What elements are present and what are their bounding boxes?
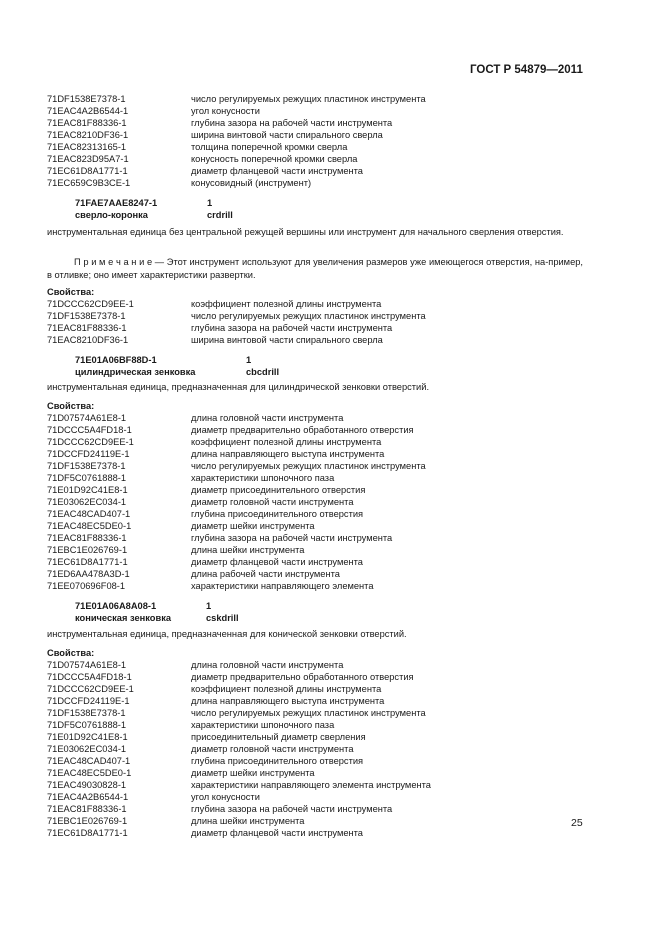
property-desc: диаметр шейки инструмента [191, 521, 315, 531]
property-code: 71DF5C0761888-1 [47, 473, 127, 483]
property-row [47, 707, 426, 719]
property-desc: диаметр головной части инструмента [191, 744, 354, 754]
property-row [47, 671, 414, 683]
property-row [47, 767, 315, 779]
property-desc: диаметр фланцевой части инструмента [191, 166, 363, 176]
property-row [47, 412, 343, 424]
property-desc: длина шейки инструмента [191, 545, 305, 555]
property-desc: угол конусности [191, 792, 260, 802]
property-row [47, 719, 334, 731]
property-code: 71D07574A61E8-1 [47, 413, 127, 423]
property-desc: диаметр фланцевой части инструмента [191, 557, 363, 567]
property-row [47, 472, 334, 484]
property-row [47, 520, 315, 532]
property-desc: длина головной части инструмента [191, 413, 344, 423]
entry-name: коническая зенковка [75, 613, 172, 623]
property-desc: конусность поперечной кромки сверла [191, 154, 358, 164]
property-row [47, 93, 426, 105]
property-row [47, 448, 384, 460]
property-code: 71DF1538E7378-1 [47, 461, 126, 471]
property-desc: диаметр присоединительного отверстия [191, 485, 366, 495]
property-desc: диаметр предварительно обработанного отверстия [191, 425, 414, 435]
property-desc: длина направляющего выступа инструмента [191, 696, 385, 706]
entry1-heading [75, 197, 275, 221]
property-row [47, 153, 357, 165]
property-code: 71DF1538E7378-1 [47, 708, 126, 718]
property-desc: коэффициент полезной длины инструмента [191, 684, 382, 694]
property-row [47, 815, 304, 827]
property-row [47, 580, 374, 592]
property-code: 71DCCC5A4FD18-1 [47, 425, 132, 435]
property-code: 71DCCFD24119E-1 [47, 696, 130, 706]
property-desc: характеристики шпоночного паза [191, 473, 335, 483]
property-desc: глубина зазора на рабочей части инструмента [191, 804, 393, 814]
property-desc: диаметр шейки инструмента [191, 768, 315, 778]
property-desc: длина шейки инструмента [191, 816, 305, 826]
entry-note: П р и м е ч а н и е — Этот инструмент используют для увеличения размеров уже имеющегося отверстия, на-пример, в отливке; оно имеет характеристики развертки. [47, 257, 583, 280]
property-code: 71EAC81F88336-1 [47, 533, 127, 543]
property-row [47, 177, 311, 189]
entry-code: 71E01A06A8A08-1 [75, 601, 157, 611]
property-desc: длина головной части инструмента [191, 660, 344, 670]
entry-short-name: crdrill [207, 210, 233, 220]
property-row [47, 310, 426, 322]
property-desc: присоединительный диаметр сверления [191, 732, 366, 742]
property-row [47, 129, 383, 141]
entry-name: цилиндрическая зенковка [75, 367, 196, 377]
property-code: 71ED6AA478A3D-1 [47, 569, 130, 579]
property-code: 71E03062EC034-1 [47, 744, 127, 754]
property-row [47, 117, 392, 129]
property-row [47, 695, 384, 707]
property-code: 71DCCC62CD9EE-1 [47, 684, 134, 694]
property-row [47, 779, 431, 791]
property-code: 71EE070696F08-1 [47, 581, 126, 591]
entry-version: 1 [207, 198, 213, 208]
property-desc: диаметр фланцевой части инструмента [191, 828, 363, 838]
property-code: 71E03062EC034-1 [47, 497, 127, 507]
property-code: 71EAC823D95A7-1 [47, 154, 129, 164]
property-code: 71EAC81F88336-1 [47, 804, 127, 814]
entry-code: 71FAE7AAE8247-1 [75, 198, 158, 208]
property-row [47, 508, 363, 520]
property-row [47, 424, 414, 436]
property-row [47, 141, 347, 153]
property-code: 71EC61D8A1771-1 [47, 166, 128, 176]
property-row [47, 484, 365, 496]
entry-short-name: cbcdrill [246, 367, 280, 377]
property-code: 71EAC4A2B6544-1 [47, 792, 129, 802]
property-code: 71DCCC5A4FD18-1 [47, 672, 132, 682]
property-code: 71EBC1E026769-1 [47, 816, 128, 826]
property-code: 71EAC82313165-1 [47, 142, 127, 152]
property-row [47, 322, 392, 334]
entry-definition: инструментальная единица без центральной режущей вершины или инструмент для начального сверления отверстия. [47, 227, 564, 237]
property-desc: угол конусности [191, 106, 260, 116]
property-desc: число регулируемых режущих пластинок инструмента [191, 461, 426, 471]
property-row [47, 496, 354, 508]
property-row [47, 334, 383, 346]
properties-label: Свойства: [47, 648, 95, 658]
entry2-heading [75, 354, 315, 378]
property-code: 71DF5C0761888-1 [47, 720, 127, 730]
property-row [47, 568, 340, 580]
property-desc: число регулируемых режущих пластинок инструмента [191, 708, 426, 718]
property-row [47, 298, 381, 310]
property-code: 71E01D92C41E8-1 [47, 732, 128, 742]
entry3-heading [75, 600, 275, 624]
property-desc: длина направляющего выступа инструмента [191, 449, 385, 459]
property-row [47, 803, 392, 815]
property-desc: коэффициент полезной длины инструмента [191, 299, 382, 309]
property-row [47, 683, 381, 695]
property-code: 71DCCFD24119E-1 [47, 449, 130, 459]
entry-name: сверло-коронка [75, 210, 148, 220]
property-row [47, 105, 260, 117]
property-row [47, 743, 354, 755]
property-row [47, 532, 392, 544]
property-row [47, 755, 363, 767]
property-row [47, 659, 343, 671]
property-row [47, 731, 366, 743]
property-code: 71DF1538E7378-1 [47, 311, 126, 321]
property-desc: длина рабочей части инструмента [191, 569, 340, 579]
property-desc: число регулируемых режущих пластинок инструмента [191, 94, 426, 104]
property-code: 71DCCC62CD9EE-1 [47, 299, 134, 309]
property-desc: характеристики направляющего элемента [191, 581, 374, 591]
property-desc: глубина зазора на рабочей части инструмента [191, 118, 393, 128]
property-code: 71EAC81F88336-1 [47, 118, 127, 128]
property-row [47, 791, 260, 803]
properties-label: Свойства: [47, 401, 95, 411]
property-row [47, 544, 304, 556]
property-desc: глубина присоединительного отверстия [191, 756, 364, 766]
property-desc: коэффициент полезной длины инструмента [191, 437, 382, 447]
entry-definition: инструментальная единица, предназначенная для цилиндрической зенковки отверстий. [47, 382, 430, 392]
property-code: 71EAC4A2B6544-1 [47, 106, 129, 116]
entry-short-name: cskdrill [206, 613, 239, 623]
property-desc: диаметр предварительно обработанного отверстия [191, 672, 414, 682]
property-code: 71EAC48EC5DE0-1 [47, 768, 132, 778]
property-row [47, 460, 426, 472]
entry-version: 1 [206, 601, 212, 611]
property-row [47, 556, 363, 568]
property-code: 71EAC48EC5DE0-1 [47, 521, 132, 531]
property-code: 71D07574A61E8-1 [47, 660, 127, 670]
property-code: 71EAC8210DF36-1 [47, 130, 129, 140]
property-code: 71EAC48CAD407-1 [47, 509, 131, 519]
property-code: 71EC659C9B3CE-1 [47, 178, 131, 188]
property-code: 71EAC8210DF36-1 [47, 335, 129, 345]
property-code: 71EC61D8A1771-1 [47, 828, 128, 838]
property-code: 71EAC48CAD407-1 [47, 756, 131, 766]
property-row [47, 436, 381, 448]
entry-version: 1 [246, 355, 252, 365]
property-desc: диаметр головной части инструмента [191, 497, 354, 507]
property-desc: глубина присоединительного отверстия [191, 509, 364, 519]
property-desc: характеристики шпоночного паза [191, 720, 335, 730]
document-standard-header: ГОСТ Р 54879—2011 [470, 64, 583, 76]
property-code: 71EAC81F88336-1 [47, 323, 127, 333]
property-desc: глубина зазора на рабочей части инструмента [191, 533, 393, 543]
property-code: 71EAC49030828-1 [47, 780, 127, 790]
property-code: 71EBC1E026769-1 [47, 545, 128, 555]
property-desc: конусовидный (инструмент) [191, 178, 312, 188]
property-desc: ширина винтовой части спирального сверла [191, 130, 383, 140]
properties-label: Свойства: [47, 287, 95, 297]
property-desc: число регулируемых режущих пластинок инструмента [191, 311, 426, 321]
property-row [47, 827, 363, 839]
property-code: 71DF1538E7378-1 [47, 94, 126, 104]
property-desc: толщина поперечной кромки сверла [191, 142, 348, 152]
property-desc: глубина зазора на рабочей части инструмента [191, 323, 393, 333]
entry-code: 71E01A06BF88D-1 [75, 355, 157, 365]
property-row [47, 165, 363, 177]
property-desc: характеристики направляющего элемента инструмента [191, 780, 431, 790]
property-code: 71DCCC62CD9EE-1 [47, 437, 134, 447]
property-code: 71E01D92C41E8-1 [47, 485, 128, 495]
entry-definition: инструментальная единица, предназначенная для конической зенковки отверстий. [47, 629, 407, 639]
property-desc: ширина винтовой части спирального сверла [191, 335, 383, 345]
property-code: 71EC61D8A1771-1 [47, 557, 128, 567]
page-number: 25 [571, 817, 583, 829]
